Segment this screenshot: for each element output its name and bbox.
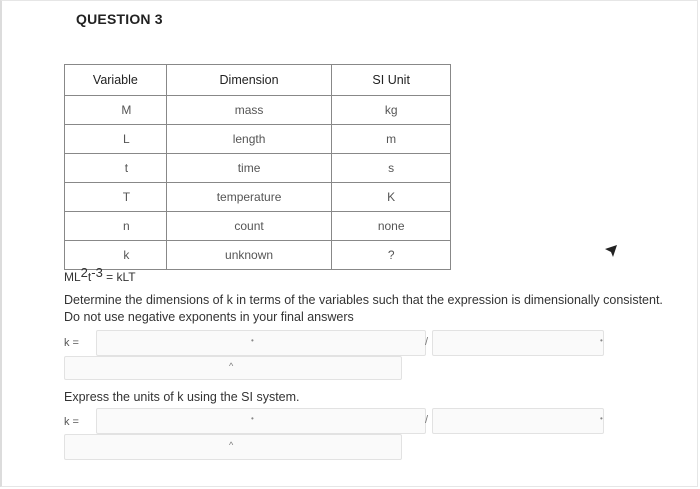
fraction-slash: / bbox=[425, 336, 429, 348]
cell-unit: none bbox=[332, 212, 451, 241]
cell-variable: M bbox=[65, 96, 167, 125]
separator-dot: • bbox=[600, 336, 603, 345]
cell-unit: ? bbox=[332, 241, 451, 270]
k-label: k = bbox=[64, 416, 79, 428]
cursor-arrow-icon bbox=[603, 243, 619, 261]
cell-dimension: unknown bbox=[166, 241, 332, 270]
variables-table bbox=[64, 64, 451, 270]
cell-unit: K bbox=[332, 183, 451, 212]
instruction-line-1: Determine the dimensions of k in terms of the variables such that the expression is dimensionally consistent. bbox=[64, 293, 663, 307]
cell-variable: L bbox=[65, 125, 167, 154]
header-si-unit: SI Unit bbox=[332, 65, 451, 96]
table-row bbox=[65, 125, 451, 154]
cell-variable: k bbox=[65, 241, 167, 270]
equation bbox=[64, 265, 136, 284]
table-row bbox=[65, 183, 451, 212]
dimension-numerator-input[interactable] bbox=[96, 330, 429, 356]
equation-exp2: -3 bbox=[91, 265, 103, 280]
table-row bbox=[65, 154, 451, 183]
cell-variable: T bbox=[65, 183, 167, 212]
header-variable: Variable bbox=[65, 65, 167, 96]
k-label: k = bbox=[64, 337, 79, 349]
question-title: QUESTION 3 bbox=[76, 11, 163, 27]
units-prompt: Express the units of k using the SI system. bbox=[64, 390, 300, 404]
equation-base: ML bbox=[64, 270, 81, 284]
instructions bbox=[64, 292, 694, 326]
cell-unit: kg bbox=[332, 96, 451, 125]
fraction-slash: / bbox=[425, 414, 429, 426]
equation-rhs: = kLT bbox=[102, 270, 136, 284]
separator-dot: • bbox=[600, 414, 603, 423]
cell-dimension: time bbox=[166, 154, 332, 183]
units-numerator-input[interactable] bbox=[96, 408, 429, 434]
caret-icon: ^ bbox=[229, 361, 234, 371]
separator-dot: • bbox=[251, 414, 254, 423]
table-row bbox=[65, 96, 451, 125]
equation-exp1: 2 bbox=[80, 265, 88, 280]
instruction-line-2: Do not use negative exponents in your final answers bbox=[64, 310, 354, 324]
cell-variable: t bbox=[65, 154, 167, 183]
cell-dimension: length bbox=[166, 125, 332, 154]
table-row bbox=[65, 212, 451, 241]
cell-unit: s bbox=[332, 154, 451, 183]
cell-unit: m bbox=[332, 125, 451, 154]
header-dimension: Dimension bbox=[166, 65, 332, 96]
cell-variable: n bbox=[65, 212, 167, 241]
cell-dimension: temperature bbox=[166, 183, 332, 212]
caret-icon: ^ bbox=[229, 440, 234, 450]
equation-mid: t bbox=[87, 270, 92, 284]
cell-dimension: count bbox=[166, 212, 332, 241]
separator-dot: • bbox=[251, 336, 254, 345]
dimension-denominator-input[interactable] bbox=[432, 330, 604, 356]
table-header-row bbox=[65, 65, 451, 96]
cell-dimension: mass bbox=[166, 96, 332, 125]
units-denominator-input[interactable] bbox=[432, 408, 604, 434]
